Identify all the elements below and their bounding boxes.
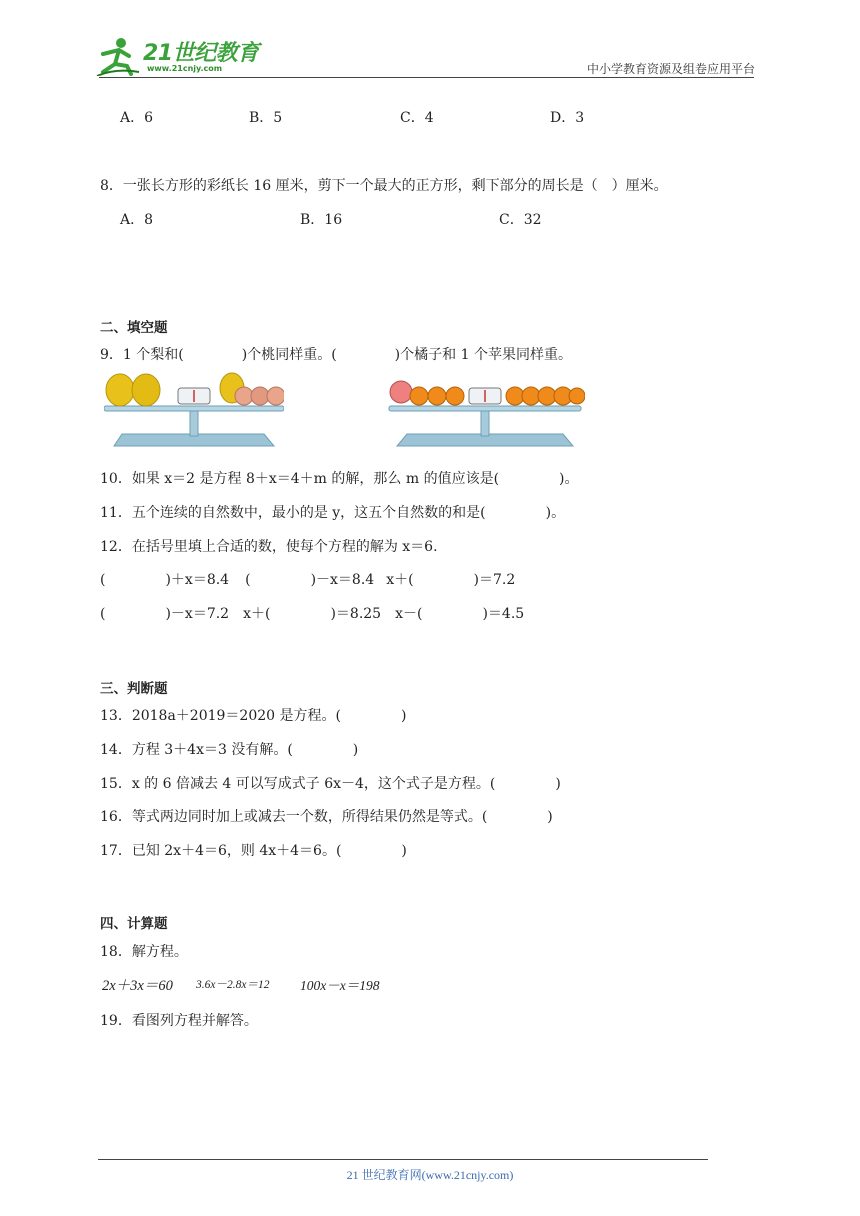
footer-divider <box>98 1159 708 1160</box>
section-title-fill-in: 二、填空题 <box>100 320 168 336</box>
apple-icons <box>390 381 412 403</box>
q15-part1: 15．x 的 6 倍减去 4 可以写成式子 6x－4，这个式子是方程。( <box>100 776 496 792</box>
q14-part2: ) <box>352 742 359 758</box>
footer-text: 21 世纪教育网(www.21cnjy.com) <box>346 1168 514 1182</box>
q13-part2: ) <box>400 708 407 724</box>
balance-scale-pears-peaches <box>104 372 284 452</box>
q12-r1-open-2: ( <box>245 572 251 588</box>
q12-r1-eq-3: )＝7.2 <box>473 572 516 588</box>
q12-r2-open-2: x＋( <box>243 606 271 622</box>
section-title-true-false: 三、判断题 <box>100 681 168 697</box>
q7-option-b: B．5 <box>249 110 283 126</box>
q9-text <box>100 344 572 364</box>
q9-part1: 9．1 个梨和( <box>100 347 184 363</box>
q12-r2-open-3: x－( <box>395 606 423 622</box>
logo-url: www.21cnjy.com <box>147 64 223 73</box>
q19-stem: 19．看图列方程并解答。 <box>100 1013 258 1029</box>
q13-part1: 13．2018a＋2019＝2020 是方程。( <box>100 708 341 724</box>
q8-option-a: A．8 <box>120 212 154 228</box>
q11-part1: 11．五个连续的自然数中，最小的是 y，这五个自然数的和是( <box>100 505 486 521</box>
equation-1: 2x＋3x＝60 <box>102 978 173 994</box>
q10-part1: 10．如果 x＝2 是方程 8＋x＝4＋m 的解，那么 m 的值应该是( <box>100 471 500 487</box>
pear-icons <box>106 374 160 406</box>
q18-stem: 18．解方程。 <box>100 944 188 960</box>
q7-option-d: D．3 <box>550 110 585 126</box>
q12-r1-open-3: x＋( <box>386 572 414 588</box>
equation-2: 3.6x－2.8x＝12 <box>196 979 270 991</box>
logo-text: 21世纪教育 <box>143 41 259 66</box>
q9-part3: )个橘子和 1 个苹果同样重。 <box>394 347 572 363</box>
q12-stem: 12．在括号里填上合适的数，使每个方程的解为 x＝6. <box>100 539 438 555</box>
q12-r2-eq-3: )＝4.5 <box>482 606 525 622</box>
q15-part2: ) <box>555 776 561 792</box>
q13-text <box>100 705 406 725</box>
q14-part1: 14．方程 3＋4x＝3 没有解。( <box>100 742 293 758</box>
runner-logo-icon <box>95 36 141 76</box>
q12-r2-eq-2: )＝8.25 <box>330 606 382 622</box>
equation-3: 100x－x＝198 <box>300 978 380 993</box>
q11-text <box>100 502 565 522</box>
q17-part1: 17．已知 2x＋4＝6，则 4x＋4＝6。( <box>100 843 342 859</box>
q11-part2: )。 <box>545 505 566 521</box>
header-divider <box>99 77 754 78</box>
q17-text <box>100 840 407 860</box>
q12-r2-open-1: ( <box>100 606 106 622</box>
section-title-calculation: 四、计算题 <box>100 916 168 932</box>
q12-row-2 <box>100 603 524 623</box>
q12-r2-eq-1: )－x＝7.2 <box>165 606 230 622</box>
q8-option-c: C．32 <box>499 212 542 228</box>
q8-stem: 8．一张长方形的彩纸长 16 厘米，剪下一个最大的正方形，剩下部分的周长是（ ）厘米。 <box>100 178 668 194</box>
q15-text <box>100 773 561 793</box>
q17-part2: ) <box>401 843 407 859</box>
q12-row-1 <box>100 569 515 589</box>
q16-text <box>100 806 553 826</box>
q12-r1-eq-1: )＋x＝8.4 <box>165 572 230 588</box>
header-tagline: 中小学教育资源及组卷应用平台 <box>586 62 755 76</box>
peach-icons <box>220 373 284 405</box>
site-logo <box>95 34 265 80</box>
q7-option-c: C．4 <box>400 110 434 126</box>
balance-scale-oranges-apple <box>385 372 585 452</box>
q7-option-a: A．6 <box>120 110 154 126</box>
orange-icons-left <box>410 387 464 405</box>
q12-r1-eq-2: )－x＝8.4 <box>310 572 375 588</box>
q9-part2: )个桃同样重。( <box>241 347 337 363</box>
q16-part1: 16．等式两边同时加上或减去一个数，所得结果仍然是等式。( <box>100 809 488 825</box>
q16-part2: ) <box>547 809 553 825</box>
q14-text <box>100 739 358 759</box>
orange-icons-right <box>506 387 585 405</box>
q10-text <box>100 468 579 488</box>
q12-r1-open-1: ( <box>100 572 106 588</box>
q10-part2: )。 <box>559 471 579 487</box>
q8-option-b: B．16 <box>300 212 343 228</box>
